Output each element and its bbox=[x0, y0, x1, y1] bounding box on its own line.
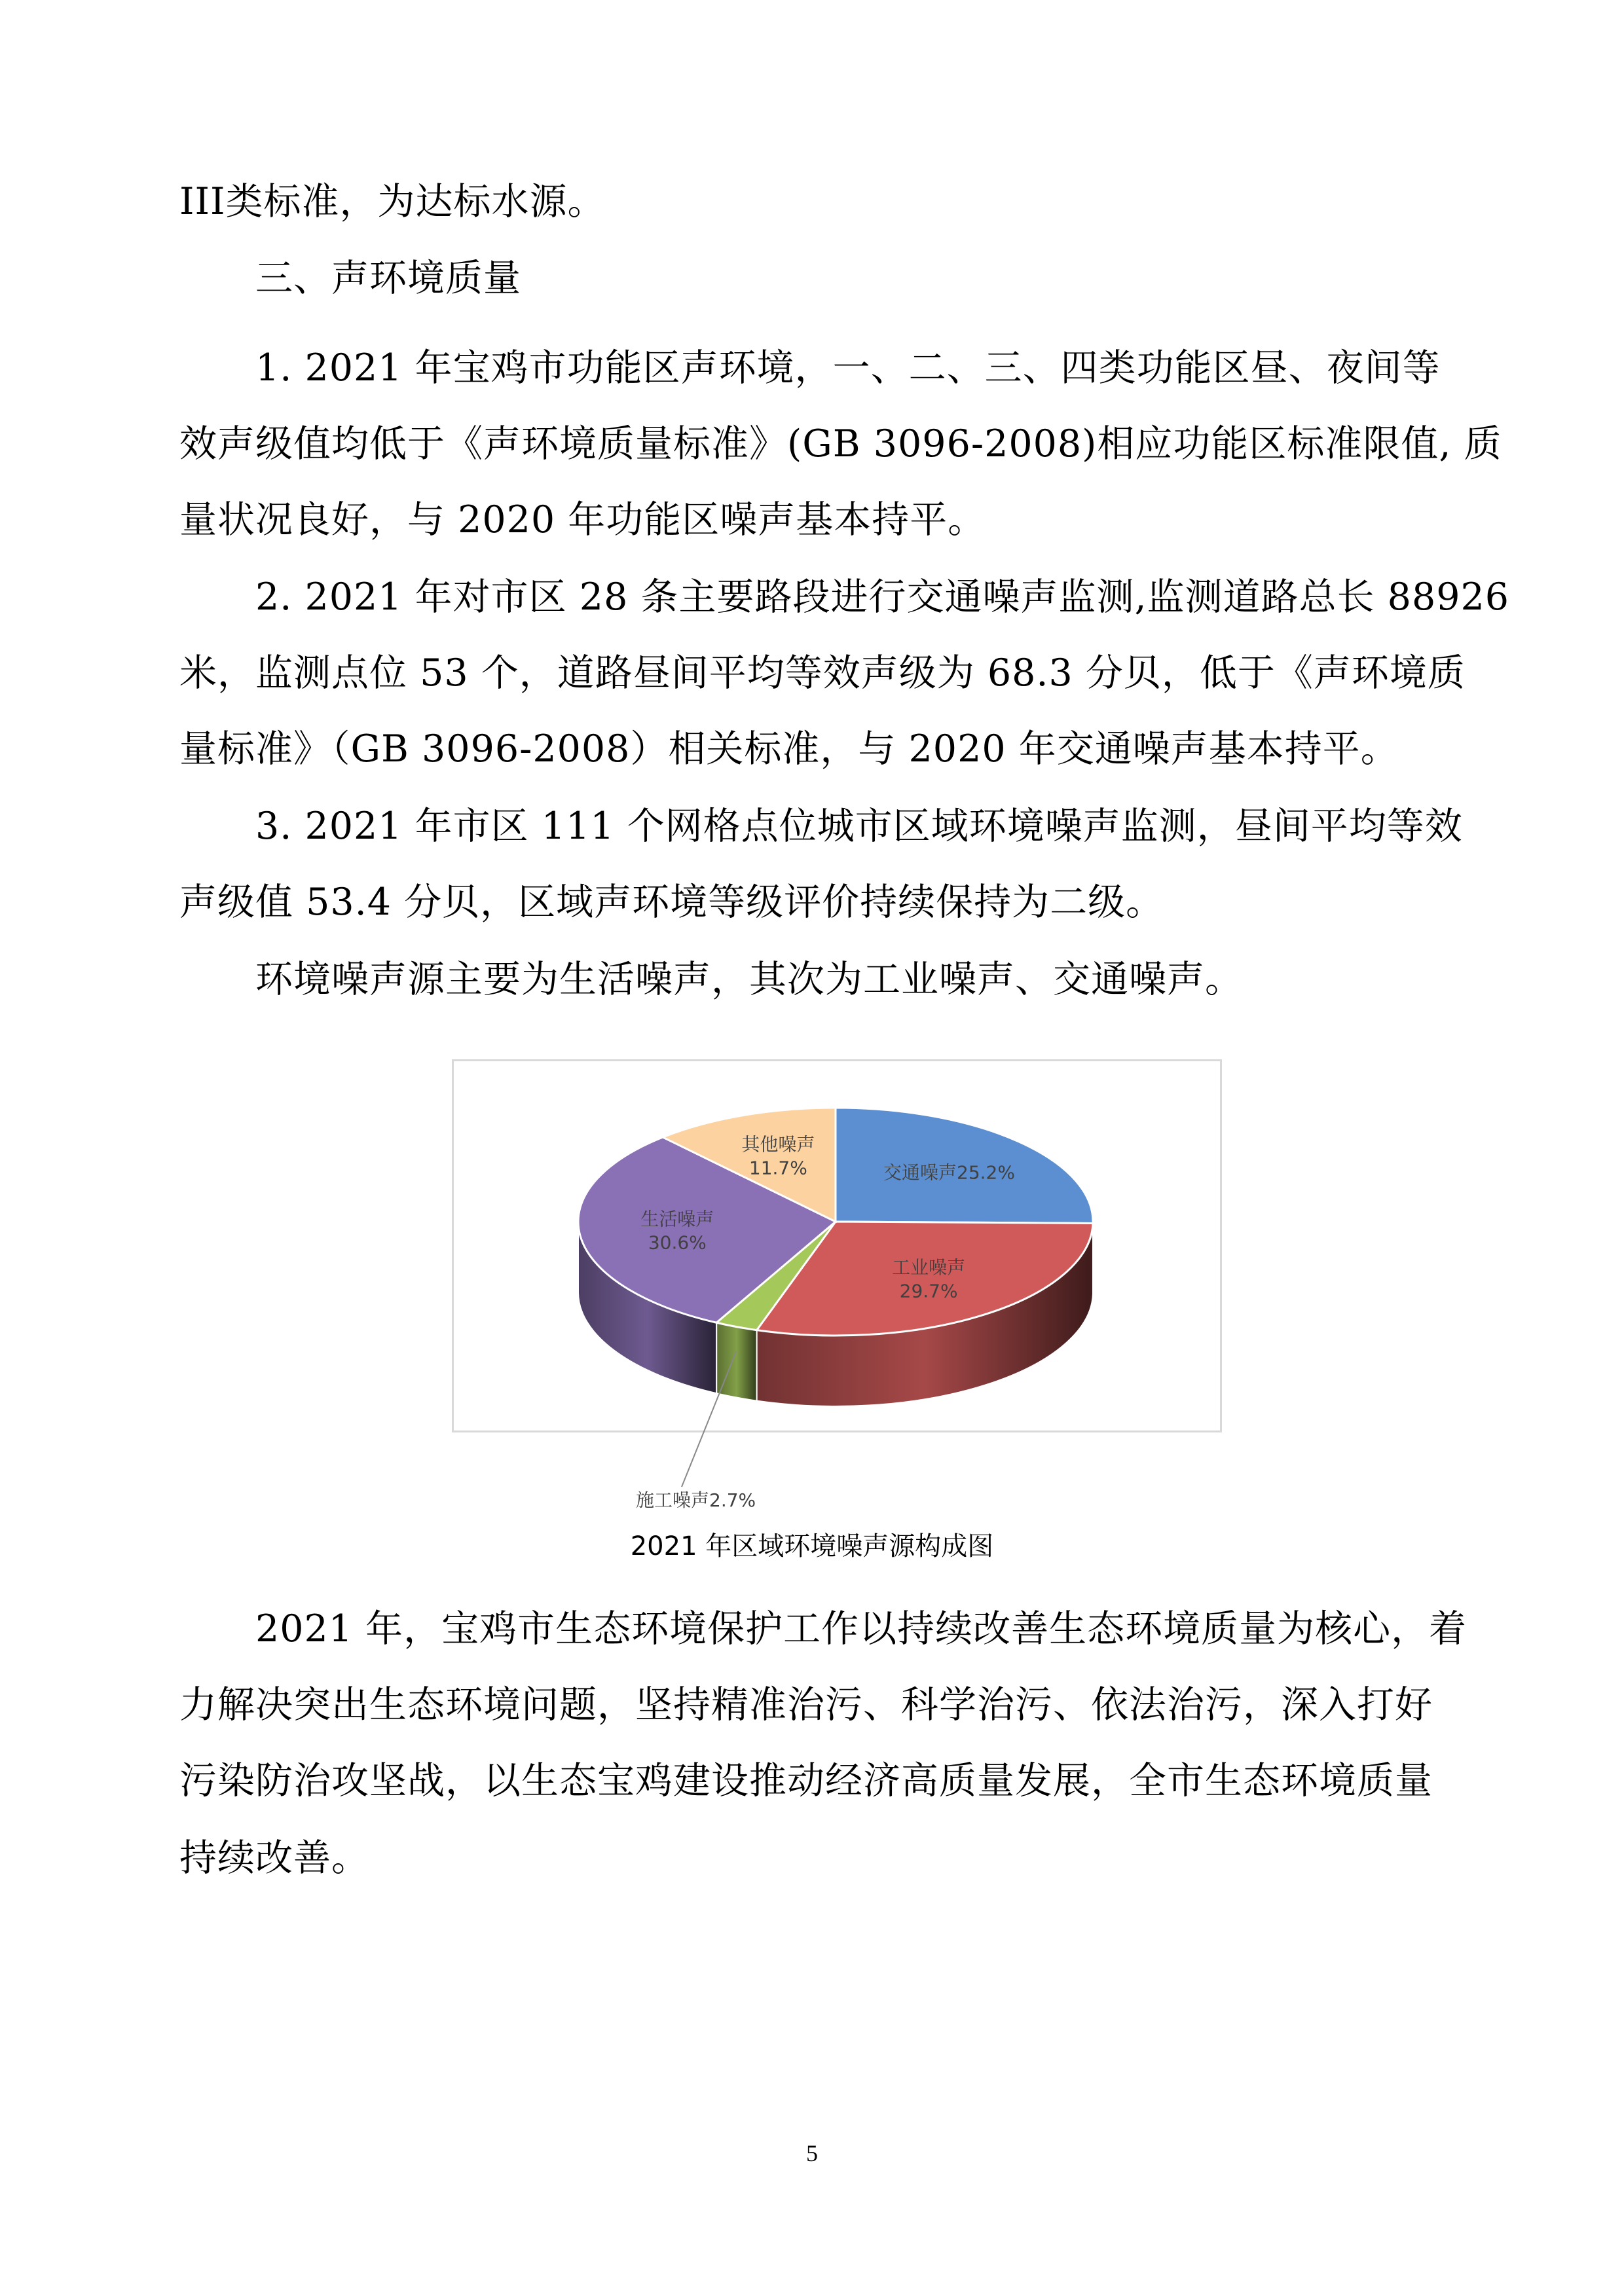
paragraph-2-line-1: 2. 2021 年对市区 28 条主要路段进行交通噪声监测,监测道路总长 88926 bbox=[255, 575, 1510, 619]
paragraph-4-line-1: 环境噪声源主要为生活噪声，其次为工业噪声、交通噪声。 bbox=[255, 958, 1243, 1001]
figure-caption: 2021 年区域环境噪声源构成图 bbox=[630, 1531, 994, 1561]
paragraph-5-line-1: 2021 年，宝鸡市生态环境保护工作以持续改善生态环境质量为核心，着 bbox=[255, 1607, 1467, 1650]
paragraph-3-line-1: 3. 2021 年市区 111 个网格点位城市区域环境噪声监测，昼间平均等效 bbox=[255, 805, 1463, 848]
paragraph-3-line-2: 声级值 53.4 分贝，区域声环境等级评价持续保持为二级。 bbox=[179, 881, 1164, 924]
page-number: 5 bbox=[806, 2140, 818, 2166]
pie-label-2: 施工噪声2.7% bbox=[636, 1489, 756, 1511]
paragraph-5-line-3: 污染防治攻坚战，以生态宝鸡建设推动经济高质量发展，全市生态环境质量 bbox=[179, 1759, 1433, 1802]
pie-label-value-4: 11.7% bbox=[748, 1157, 807, 1179]
pie-label-0: 交通噪声25.2% bbox=[883, 1161, 1015, 1184]
paragraph-1-line-1: 1. 2021 年宝鸡市功能区声环境，一、二、三、四类功能区昼、夜间等 bbox=[255, 346, 1441, 390]
paragraph-2-line-3: 量标准》（GB 3096-2008）相关标准，与 2020 年交通噪声基本持平。 bbox=[179, 727, 1399, 771]
paragraph-2-line-2: 米，监测点位 53 个，道路昼间平均等效声级为 68.3 分贝，低于《声环境质 bbox=[179, 651, 1466, 695]
pie-label-name-1: 工业噪声 bbox=[892, 1256, 966, 1279]
pie-label-value-1: 29.7% bbox=[899, 1280, 958, 1302]
pie-side-2 bbox=[716, 1322, 756, 1400]
pie-label-name-3: 生活噪声 bbox=[640, 1208, 714, 1230]
paragraph-5-line-4: 持续改善。 bbox=[179, 1836, 369, 1880]
continued-paragraph-line: III类标准，为达标水源。 bbox=[179, 180, 606, 223]
pie-label-name-4: 其他噪声 bbox=[741, 1133, 815, 1156]
noise-source-pie-chart bbox=[452, 1059, 1222, 1511]
section-heading: 三、声环境质量 bbox=[255, 257, 521, 300]
pie-label-value-3: 30.6% bbox=[648, 1231, 707, 1254]
paragraph-1-line-2: 效声级值均低于《声环境质量标准》(GB 3096-2008)相应功能区标准限值, 质 bbox=[179, 422, 1502, 465]
pie-chart-svg bbox=[454, 1061, 1220, 1511]
paragraph-5-line-2: 力解决突出生态环境问题，坚持精准治污、科学治污、依法治污，深入打好 bbox=[179, 1683, 1433, 1726]
paragraph-1-line-3: 量状况良好，与 2020 年功能区噪声基本持平。 bbox=[179, 498, 986, 541]
